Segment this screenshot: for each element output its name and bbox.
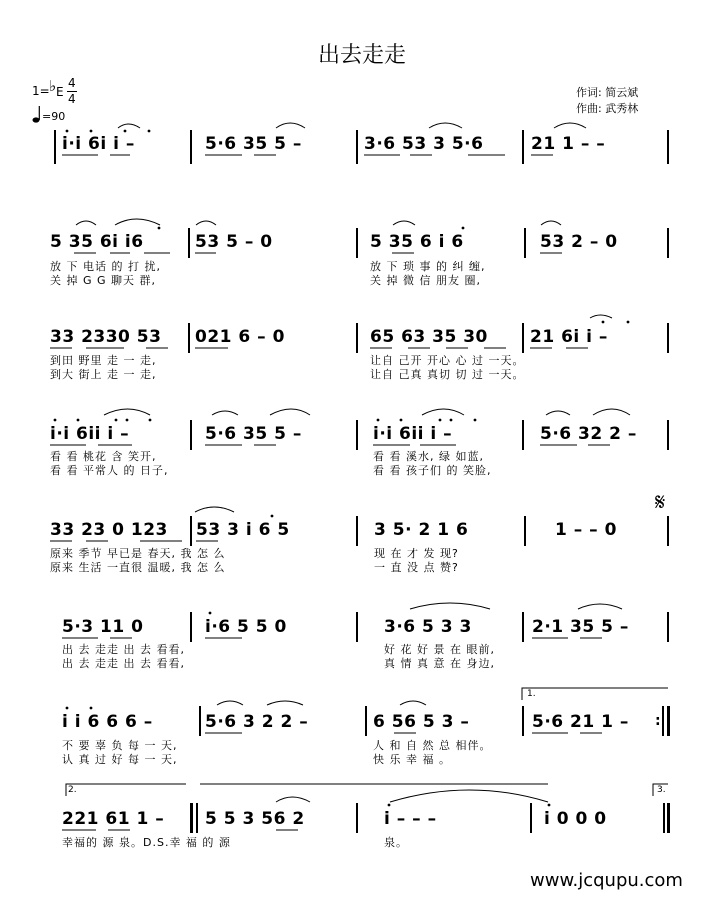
lyric-verse-1: 看 看 溪水, 绿 如蓝, <box>373 450 484 463</box>
volta-2-label: 2. <box>68 785 77 795</box>
measure: 5·3 11 0 <box>62 617 144 637</box>
measure: 53 2 – 0 <box>540 232 618 252</box>
measure: 33 2330 53 <box>50 327 162 347</box>
measure: 6 56 5 3 – <box>373 712 470 732</box>
lyricist-credit: 作词: 简云斌 <box>576 86 639 99</box>
lyric-verse-1: 现 在 才 发 现? <box>374 547 459 560</box>
repeat-dots: : <box>655 713 661 729</box>
measure: 3 5· 2 1 6 <box>374 520 469 540</box>
slur <box>590 315 612 318</box>
lyric-verse-2: 认 真 过 好 每 一 天, <box>62 753 178 766</box>
slur <box>104 409 150 415</box>
tempo-marking: =90 <box>42 110 66 123</box>
measure: i·i 6i i – <box>62 134 135 154</box>
measure: i i 6 6 6 – <box>62 712 153 732</box>
volta-bracket <box>653 784 668 796</box>
lyric-verse-1: 不 要 辜 负 每 一 天, <box>62 739 178 752</box>
slur <box>276 123 305 128</box>
measure: 5·6 35 5 – <box>205 424 302 444</box>
key-note: E <box>56 85 64 99</box>
volta-bracket <box>522 688 668 700</box>
lyric-verse-2: 出 去 走走 出 去 看看, <box>62 657 185 670</box>
slur <box>593 409 630 415</box>
measure: 021 6 – 0 <box>195 327 285 347</box>
slur <box>118 124 140 128</box>
slur <box>554 123 586 128</box>
lyric-verse-2: 看 看 平常人 的 日子, <box>50 464 169 477</box>
measure: 5 35 6 i 6 <box>370 232 464 252</box>
slur <box>546 411 570 415</box>
slur <box>422 409 464 415</box>
volta-bracket <box>66 784 186 796</box>
measure: 5·6 32 2 – <box>540 424 637 444</box>
lyric-verse-1: 人 和 自 然 总 相伴。 <box>373 739 492 752</box>
slur <box>393 221 415 225</box>
time-signature-bottom: 4 <box>68 92 76 106</box>
flat-symbol: ♭ <box>49 77 57 95</box>
measure: 221 61 1 – <box>62 809 165 829</box>
lyric-verse-2: 一 直 没 点 赞? <box>374 561 459 574</box>
lyric-verse-2: 看 看 孩子们 的 笑脸, <box>373 464 492 477</box>
time-signature-top: 4 <box>68 76 76 90</box>
slur <box>276 797 310 802</box>
measure: 5 5 3 56 2 <box>205 809 305 829</box>
measure: 1 – – 0 <box>555 520 617 540</box>
volta-3-label: 3. <box>657 785 666 795</box>
lyric-verse-2: 关 掉 微 信 朋友 圈, <box>370 274 481 287</box>
lyric-verse-2: 原来 生活 一直很 温暖, 我 怎 么 <box>50 561 226 574</box>
slur <box>217 701 243 705</box>
lyric-verse-1: 幸福的 源 泉。D.S.幸 福 的 源 <box>62 836 231 849</box>
measure: 21 6i i – <box>530 327 608 347</box>
measure: 53 5 – 0 <box>195 232 273 252</box>
lyric-verse-1: 看 看 桃花 含 笑开, <box>50 450 157 463</box>
lyric-verse-2: 让自 己真 真切 切 过 一天。 <box>370 368 525 381</box>
song-title: 出去走走 <box>317 43 406 68</box>
slur <box>410 603 490 609</box>
measure: 33 23 0 123 <box>50 520 168 540</box>
measure: 3·6 53 3 5·6 <box>364 134 484 154</box>
lyric-verse-1: 让自 己开 开心 心 过 一天。 <box>370 354 525 367</box>
slur <box>212 411 238 415</box>
segno-icon: 𝄋 <box>655 488 666 516</box>
measure: 5 35 6i i6 <box>50 232 144 252</box>
lyric-verse-2: 真 情 真 意 在 身边, <box>384 657 495 670</box>
slur <box>400 701 426 705</box>
measure: i 0 0 0 <box>544 809 607 829</box>
measure: i·i 6ii i – <box>50 424 130 444</box>
slur <box>195 507 234 512</box>
slur <box>196 221 216 225</box>
slur <box>390 790 548 802</box>
measure: i·6 5 5 0 <box>205 617 287 637</box>
lyric-verse-1: 放 下 琐 事 的 纠 缠, <box>370 260 486 273</box>
lyric-verse-2: 到大 街上 走 一 走, <box>50 368 157 381</box>
slur <box>578 604 622 609</box>
composer-credit: 作曲: 武秀林 <box>576 102 639 115</box>
slur <box>270 409 310 415</box>
lyric-verse-1: 到田 野里 走 一 走, <box>50 354 157 367</box>
measure: i – – – <box>384 809 437 829</box>
site-watermark: www.jcqupu.com <box>530 870 683 891</box>
lyric-verse-2: 关 掉 G G 聊天 群, <box>50 274 157 287</box>
key-prefix: 1= <box>32 84 50 98</box>
slur <box>541 221 561 225</box>
measure: 2·1 35 5 – <box>532 617 629 637</box>
lyric-verse-2: 快 乐 幸 福 。 <box>373 753 451 766</box>
measure: i·i 6ii i – <box>373 424 453 444</box>
lyric-verse-1: 出 去 走走 出 去 看看, <box>62 643 185 656</box>
slur <box>429 123 462 128</box>
volta-1-label: 1. <box>527 689 536 699</box>
lyric-verse-1: 放 下 电话 的 打 扰, <box>50 260 161 273</box>
measure: 5·6 21 1 – <box>532 712 629 732</box>
measure: 5·6 3 2 2 – <box>205 712 309 732</box>
lyric-verse-1: 原来 季节 早已是 春天, 我 怎 么 <box>50 547 226 560</box>
slur <box>267 701 303 705</box>
measure: 21 1 – – <box>531 134 606 154</box>
measure: 5·6 35 5 – <box>205 134 302 154</box>
lyric-verse-1: 好 花 好 景 在 眼前, <box>384 643 495 656</box>
slur <box>115 219 160 225</box>
measure: 3·6 5 3 3 <box>384 617 472 637</box>
lyric-verse-1: 泉。 <box>384 836 408 849</box>
measure: 65 63 35 30 <box>370 327 488 347</box>
measure: 53 3 i 6 5 <box>196 520 290 540</box>
slur <box>76 221 96 225</box>
